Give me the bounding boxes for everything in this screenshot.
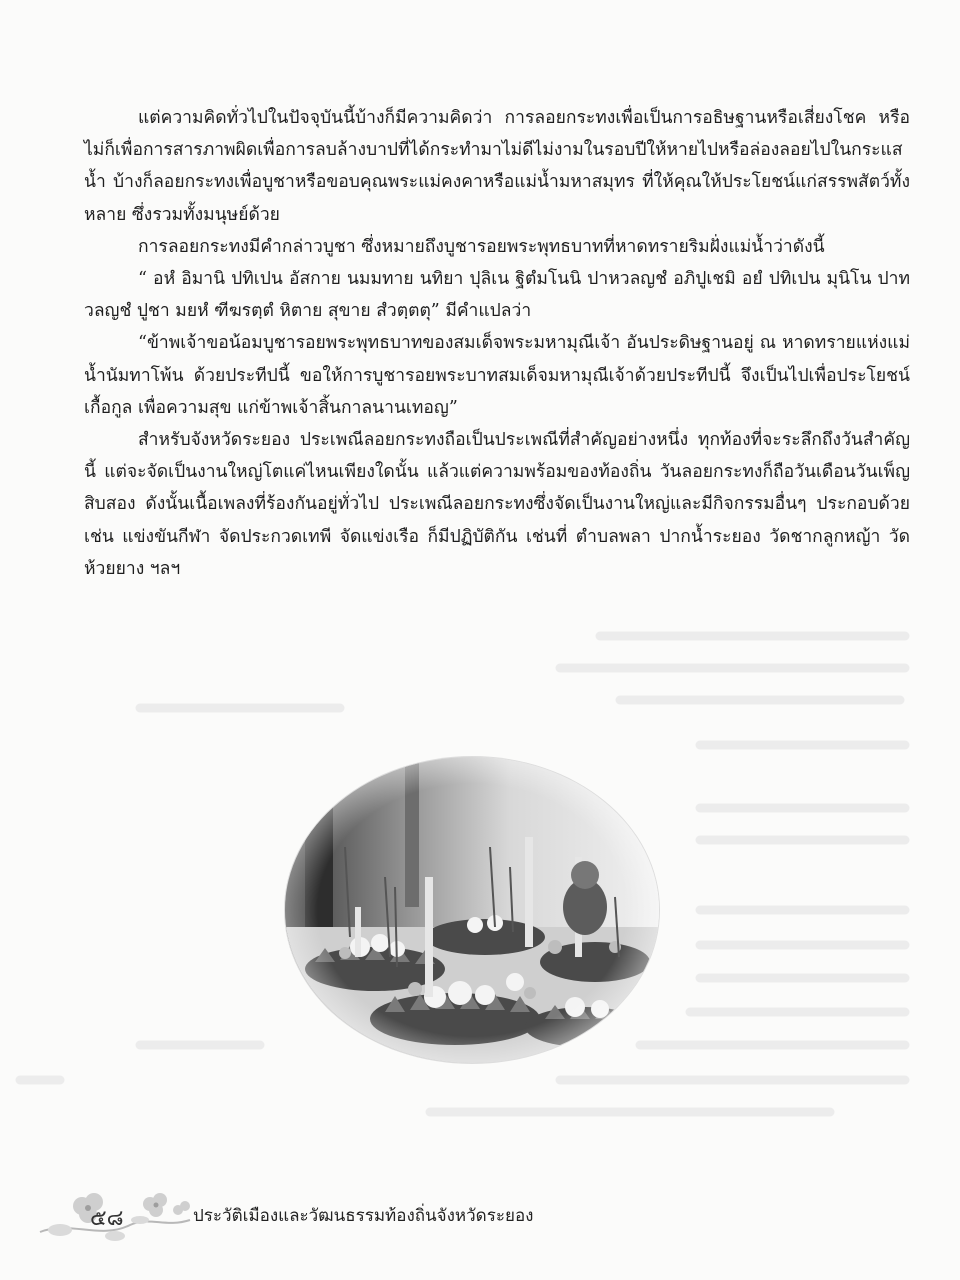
article-body: [84, 102, 910, 585]
paragraph-rayong: สำหรับจังหวัดระยอง ประเพณีลอยกระทงถือเป็นประเพณีที่สำคัญอย่างหนึ่ง ทุกท้องที่จะระลึกถึงวันสำคัญนี้ แต่จะจัดเป็นงานใหญ่โตแค่ไหนเพียงใดนั้น แล้วแต่ความพร้อมของท้องถิ่น วันลอยกระทงก็ถือวันเดือนวันเพ็ญสิบสอง ดังนั้นเนื้อเพลงที่ร้องกันอยู่ทั่วไป ประเพณีลอยกระทงซึ่งจัดเป็นงานใหญ่และมีกิจกรรมอื่นๆ ประกอบด้วยเช่น แข่งขันกีฬา จัดประกวดเทพี จัดแข่งเรือ ก็มีปฏิบัติกัน เช่นที่ ตำบลพลา ปากน้ำระยอง วัดชากลูกหญ้า วัดห้วยยาง ฯลฯ: [84, 430, 910, 579]
verse-translation: “ข้าพเจ้าขอน้อมบูชารอยพระพุทธบาทของสมเด็จพระมหามุณีเจ้า อันประดิษฐานอยู่ ณ หาดทรายแห่งแม่น้ำนัมทาโพ้น ด้วยประทีปนี้ ขอให้การบูชารอยพระบาทสมเด็จมหามุณีเจ้าด้วยประทีปนี้ จึงเป็นไปเพื่อประโยชน์เกื้อกูล เพื่อความสุข แก่ข้าพเจ้าสิ้นกาลนานเทอญ”: [84, 333, 910, 418]
krathong-photo: [285, 757, 659, 1063]
krathong-illustration: [285, 757, 659, 1063]
running-footer-title: ประวัติเมืองและวัฒนธรรมท้องถิ่นจังหวัดระยอง: [193, 1206, 534, 1226]
page-number: ๕๘: [90, 1206, 124, 1231]
page-footer: [30, 1180, 590, 1250]
paragraph-1: แต่ความคิดทั่วไปในปัจจุบันนี้บ้างก็มีความคิดว่า การลอยกระทงเพื่อเป็นการอธิษฐานหรือเสี่ยงโชค หรือไม่ก็เพื่อการสารภาพผิดเพื่อการลบล้างบาปที่ได้กระทำมาไม่ดีไม่งามในรอบปีให้หายไปหรือล่องลอยไปในกระแสน้ำ บ้างก็ลอยกระทงเพื่อบูชาหรือขอบคุณพระแม่คงคาหรือแม่น้ำมหาสมุทร ที่ให้คุณให้ประโยชน์แก่สรรพสัตว์ทั้งหลาย ซึ่งรวมทั้งมนุษย์ด้วย: [84, 108, 910, 225]
pali-verse: “ อหํ อิมานิ ปทิเปน อัสกาย นมมทาย นทิยา ปุลิเน ฐิตํมโนนิ ปาหวลญชํ อภิปูเชมิ อยํ ปทิเปน มุนิโน ปาทวลญชํ ปูชา มยหํ ฑีฆรตฺตํ หิตาย สุขาย สํวตฺตตุ” มีคำแปลว่า: [84, 269, 910, 322]
paragraph-2: การลอยกระทงมีคำกล่าวบูชา ซึ่งหมายถึงบูชารอยพระพุทธบาทที่หาดทรายริมฝั่งแม่น้ำว่าดังนี้: [138, 236, 825, 257]
